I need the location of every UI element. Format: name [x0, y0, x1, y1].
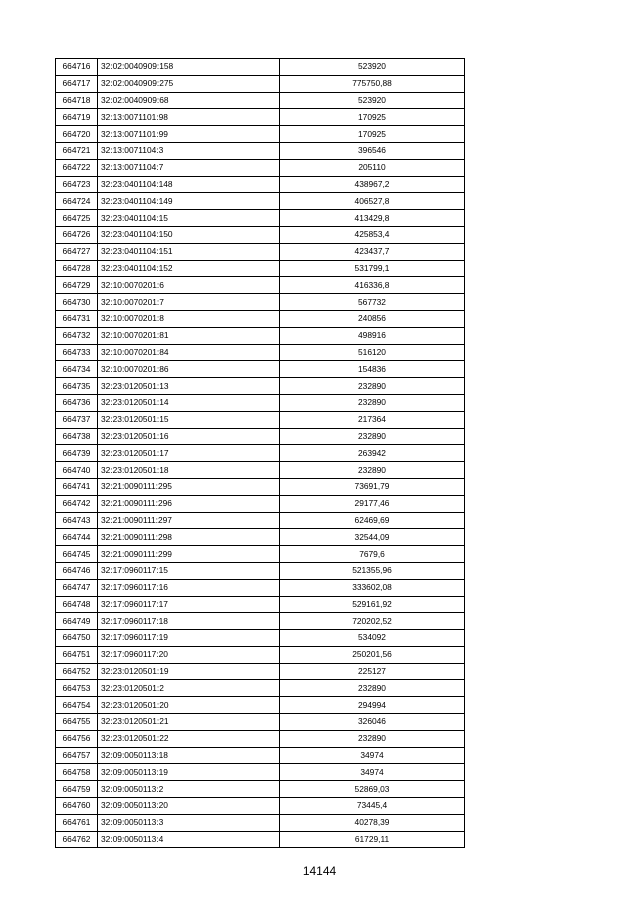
- row-number-cell: 664758: [56, 764, 98, 781]
- row-number-cell: 664733: [56, 344, 98, 361]
- row-number-cell: 664746: [56, 562, 98, 579]
- table-row: [56, 697, 465, 714]
- cadastral-number-cell: 32:23:0120501:16: [98, 428, 280, 445]
- row-number-cell: 664732: [56, 327, 98, 344]
- table-row: [56, 798, 465, 815]
- row-number-cell: 664721: [56, 142, 98, 159]
- row-number-cell: 664750: [56, 630, 98, 647]
- value-cell: 62469,69: [280, 512, 465, 529]
- cadastral-number-cell: 32:17:0960117:18: [98, 613, 280, 630]
- cadastral-number-cell: 32:02:0040909:275: [98, 75, 280, 92]
- cadastral-number-cell: 32:02:0040909:68: [98, 92, 280, 109]
- row-number-cell: 664729: [56, 277, 98, 294]
- cadastral-number-cell: 32:10:0070201:81: [98, 327, 280, 344]
- value-cell: 438967,2: [280, 176, 465, 193]
- cadastral-number-cell: 32:23:0120501:21: [98, 714, 280, 731]
- row-number-cell: 664743: [56, 512, 98, 529]
- cadastral-number-cell: 32:21:0090111:299: [98, 546, 280, 563]
- table-row: [56, 546, 465, 563]
- row-number-cell: 664736: [56, 394, 98, 411]
- cadastral-number-cell: 32:23:0401104:152: [98, 260, 280, 277]
- value-cell: 34974: [280, 764, 465, 781]
- cadastral-number-cell: 32:09:0050113:19: [98, 764, 280, 781]
- cadastral-number-cell: 32:17:0960117:20: [98, 646, 280, 663]
- cadastral-number-cell: 32:10:0070201:6: [98, 277, 280, 294]
- value-cell: 720202,52: [280, 613, 465, 630]
- cadastral-number-cell: 32:21:0090111:295: [98, 478, 280, 495]
- cadastral-number-cell: 32:23:0401104:15: [98, 210, 280, 227]
- row-number-cell: 664725: [56, 210, 98, 227]
- cadastral-number-cell: 32:02:0040909:158: [98, 59, 280, 76]
- table-row: [56, 646, 465, 663]
- value-cell: 232890: [280, 428, 465, 445]
- value-cell: 521355,96: [280, 562, 465, 579]
- table-row: [56, 210, 465, 227]
- table-row: [56, 462, 465, 479]
- table-row: [56, 394, 465, 411]
- value-cell: 531799,1: [280, 260, 465, 277]
- cadastral-number-cell: 32:23:0120501:14: [98, 394, 280, 411]
- table-row: [56, 75, 465, 92]
- value-cell: 154836: [280, 361, 465, 378]
- table-row: [56, 310, 465, 327]
- value-cell: 416336,8: [280, 277, 465, 294]
- cadastral-number-cell: 32:23:0120501:17: [98, 445, 280, 462]
- table-body: [56, 59, 465, 848]
- row-number-cell: 664735: [56, 378, 98, 395]
- value-cell: 775750,88: [280, 75, 465, 92]
- row-number-cell: 664716: [56, 59, 98, 76]
- row-number-cell: 664745: [56, 546, 98, 563]
- value-cell: 423437,7: [280, 243, 465, 260]
- row-number-cell: 664738: [56, 428, 98, 445]
- value-cell: 32544,09: [280, 529, 465, 546]
- value-cell: 7679,6: [280, 546, 465, 563]
- value-cell: 232890: [280, 462, 465, 479]
- table-row: [56, 730, 465, 747]
- row-number-cell: 664718: [56, 92, 98, 109]
- table-row: [56, 176, 465, 193]
- value-cell: 294994: [280, 697, 465, 714]
- cadastral-number-cell: 32:09:0050113:20: [98, 798, 280, 815]
- value-cell: 205110: [280, 159, 465, 176]
- value-cell: 529161,92: [280, 596, 465, 613]
- row-number-cell: 664744: [56, 529, 98, 546]
- table-row: [56, 193, 465, 210]
- row-number-cell: 664748: [56, 596, 98, 613]
- cadastral-number-cell: 32:23:0120501:18: [98, 462, 280, 479]
- value-cell: 170925: [280, 109, 465, 126]
- cadastral-number-cell: 32:13:0071104:7: [98, 159, 280, 176]
- cadastral-number-cell: 32:17:0960117:19: [98, 630, 280, 647]
- cadastral-number-cell: 32:10:0070201:8: [98, 310, 280, 327]
- table-row: [56, 680, 465, 697]
- value-cell: 225127: [280, 663, 465, 680]
- row-number-cell: 664757: [56, 747, 98, 764]
- cadastral-number-cell: 32:09:0050113:3: [98, 814, 280, 831]
- value-cell: 29177,46: [280, 495, 465, 512]
- row-number-cell: 664753: [56, 680, 98, 697]
- row-number-cell: 664731: [56, 310, 98, 327]
- row-number-cell: 664760: [56, 798, 98, 815]
- cadastral-number-cell: 32:13:0071104:3: [98, 142, 280, 159]
- table-row: [56, 92, 465, 109]
- cadastral-number-cell: 32:23:0401104:151: [98, 243, 280, 260]
- table-row: [56, 243, 465, 260]
- value-cell: 61729,11: [280, 831, 465, 848]
- cadastral-number-cell: 32:13:0071101:99: [98, 126, 280, 143]
- value-cell: 73445,4: [280, 798, 465, 815]
- cadastral-number-cell: 32:21:0090111:298: [98, 529, 280, 546]
- value-cell: 498916: [280, 327, 465, 344]
- cadastral-number-cell: 32:21:0090111:297: [98, 512, 280, 529]
- value-cell: 523920: [280, 92, 465, 109]
- table-row: [56, 764, 465, 781]
- row-number-cell: 664723: [56, 176, 98, 193]
- table-row: [56, 142, 465, 159]
- table-row: [56, 445, 465, 462]
- row-number-cell: 664727: [56, 243, 98, 260]
- table-row: [56, 495, 465, 512]
- value-cell: 240856: [280, 310, 465, 327]
- table-row: [56, 226, 465, 243]
- table-row: [56, 579, 465, 596]
- table-row: [56, 294, 465, 311]
- row-number-cell: 664741: [56, 478, 98, 495]
- value-cell: 34974: [280, 747, 465, 764]
- value-cell: 567732: [280, 294, 465, 311]
- row-number-cell: 664747: [56, 579, 98, 596]
- table-row: [56, 109, 465, 126]
- table-row: [56, 529, 465, 546]
- cadastral-number-cell: 32:09:0050113:4: [98, 831, 280, 848]
- page-number: 14144: [302, 864, 337, 878]
- row-number-cell: 664761: [56, 814, 98, 831]
- row-number-cell: 664739: [56, 445, 98, 462]
- table-row: [56, 781, 465, 798]
- row-number-cell: 664728: [56, 260, 98, 277]
- value-cell: 396546: [280, 142, 465, 159]
- table-row: [56, 596, 465, 613]
- row-number-cell: 664742: [56, 495, 98, 512]
- table-row: [56, 714, 465, 731]
- cadastral-number-cell: 32:23:0120501:2: [98, 680, 280, 697]
- value-cell: 73691,79: [280, 478, 465, 495]
- table-row: [56, 260, 465, 277]
- row-number-cell: 664755: [56, 714, 98, 731]
- row-number-cell: 664759: [56, 781, 98, 798]
- table-row: [56, 59, 465, 76]
- value-cell: 516120: [280, 344, 465, 361]
- cadastral-number-cell: 32:17:0960117:17: [98, 596, 280, 613]
- row-number-cell: 664751: [56, 646, 98, 663]
- table-row: [56, 411, 465, 428]
- value-cell: 40278,39: [280, 814, 465, 831]
- value-cell: 406527,8: [280, 193, 465, 210]
- table-row: [56, 814, 465, 831]
- value-cell: 232890: [280, 730, 465, 747]
- table-row: [56, 277, 465, 294]
- cadastral-number-cell: 32:17:0960117:16: [98, 579, 280, 596]
- value-cell: 413429,8: [280, 210, 465, 227]
- table-row: [56, 327, 465, 344]
- cadastral-number-cell: 32:17:0960117:15: [98, 562, 280, 579]
- row-number-cell: 664734: [56, 361, 98, 378]
- table-row: [56, 747, 465, 764]
- value-cell: 263942: [280, 445, 465, 462]
- row-number-cell: 664717: [56, 75, 98, 92]
- cadastral-number-cell: 32:23:0120501:15: [98, 411, 280, 428]
- cadastral-number-cell: 32:23:0401104:148: [98, 176, 280, 193]
- cadastral-number-cell: 32:10:0070201:86: [98, 361, 280, 378]
- table-row: [56, 159, 465, 176]
- table-row: [56, 428, 465, 445]
- value-cell: 232890: [280, 680, 465, 697]
- row-number-cell: 664720: [56, 126, 98, 143]
- cadastral-number-cell: 32:23:0120501:19: [98, 663, 280, 680]
- row-number-cell: 664756: [56, 730, 98, 747]
- value-cell: 534092: [280, 630, 465, 647]
- value-cell: 52869,03: [280, 781, 465, 798]
- row-number-cell: 664752: [56, 663, 98, 680]
- value-cell: 333602,08: [280, 579, 465, 596]
- value-cell: 232890: [280, 394, 465, 411]
- row-number-cell: 664762: [56, 831, 98, 848]
- cadastral-number-cell: 32:21:0090111:296: [98, 495, 280, 512]
- value-cell: 232890: [280, 378, 465, 395]
- table-row: [56, 663, 465, 680]
- cadastral-number-cell: 32:23:0401104:149: [98, 193, 280, 210]
- cadastral-number-cell: 32:10:0070201:84: [98, 344, 280, 361]
- row-number-cell: 664726: [56, 226, 98, 243]
- value-cell: 250201,56: [280, 646, 465, 663]
- table-row: [56, 478, 465, 495]
- table-row: [56, 562, 465, 579]
- value-cell: 523920: [280, 59, 465, 76]
- value-cell: 170925: [280, 126, 465, 143]
- table-row: [56, 831, 465, 848]
- table-row: [56, 512, 465, 529]
- row-number-cell: 664740: [56, 462, 98, 479]
- row-number-cell: 664719: [56, 109, 98, 126]
- cadastral-value-table: [55, 58, 465, 848]
- cadastral-number-cell: 32:09:0050113:2: [98, 781, 280, 798]
- table-row: [56, 613, 465, 630]
- row-number-cell: 664722: [56, 159, 98, 176]
- cadastral-number-cell: 32:09:0050113:18: [98, 747, 280, 764]
- cadastral-number-cell: 32:23:0401104:150: [98, 226, 280, 243]
- table-row: [56, 126, 465, 143]
- value-cell: 326046: [280, 714, 465, 731]
- cadastral-number-cell: 32:23:0120501:13: [98, 378, 280, 395]
- value-cell: 425853,4: [280, 226, 465, 243]
- cadastral-number-cell: 32:10:0070201:7: [98, 294, 280, 311]
- row-number-cell: 664737: [56, 411, 98, 428]
- cadastral-number-cell: 32:23:0120501:20: [98, 697, 280, 714]
- table-row: [56, 344, 465, 361]
- table-row: [56, 361, 465, 378]
- row-number-cell: 664724: [56, 193, 98, 210]
- table-row: [56, 378, 465, 395]
- cadastral-number-cell: 32:23:0120501:22: [98, 730, 280, 747]
- cadastral-number-cell: 32:13:0071101:98: [98, 109, 280, 126]
- row-number-cell: 664730: [56, 294, 98, 311]
- row-number-cell: 664749: [56, 613, 98, 630]
- value-cell: 217364: [280, 411, 465, 428]
- table-row: [56, 630, 465, 647]
- row-number-cell: 664754: [56, 697, 98, 714]
